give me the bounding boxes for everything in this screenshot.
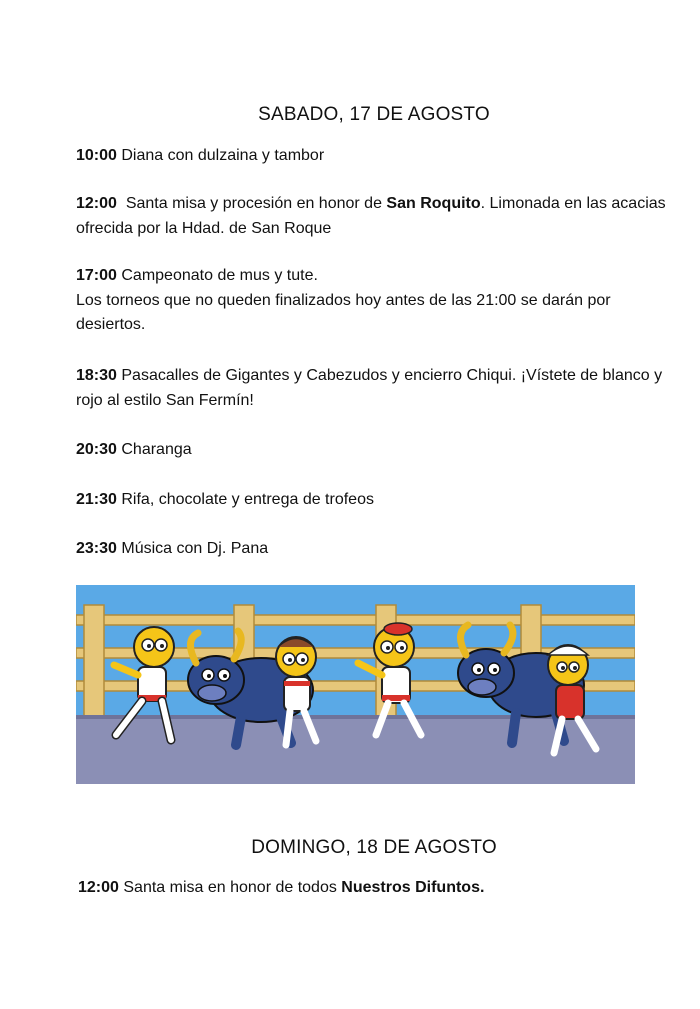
event-note: Los torneos que no queden finalizados hoy antes de las 21:00 se darán por desiertos. [76,291,611,333]
event-bold-text: San Roquito [386,195,481,212]
event-text: . Limonada en las acacias ofrecida por la Hdad. de San Roque [76,195,666,237]
event-item [78,876,674,901]
event-time: 17:00 [76,267,117,284]
event-time: 10:00 [76,147,117,164]
event-text: Pasacalles de Gigantes y Cabezudos y encierro Chiqui. ¡Vístete de blanco y rojo al estilo San Fermín! [76,367,663,409]
saturday-heading: SABADO, 17 DE AGOSTO [258,104,490,125]
sunday-heading: DOMINGO, 18 DE AGOSTO [251,837,497,858]
event-time: 21:30 [76,491,117,508]
event-text: Santa misa en honor de todos [123,879,342,896]
bull-run-illustration [76,585,635,784]
event-text: Rifa, chocolate y entrega de trofeos [121,491,374,508]
event-item [76,537,672,562]
event-time: 23:30 [76,540,117,557]
event-text: Charanga [121,441,192,458]
event-bold-text: Nuestros Difuntos. [341,879,485,896]
event-item [76,192,672,241]
event-time: 20:30 [76,441,117,458]
event-time: 18:30 [76,367,117,384]
event-item [76,438,672,463]
event-text: Música con Dj. Pana [121,540,269,557]
event-item [76,144,672,169]
event-text: Santa misa y procesión en honor de [125,195,387,212]
event-item [76,488,672,513]
event-item [76,264,672,338]
event-time: 12:00 [78,879,119,896]
event-text: Campeonato de mus y tute. [121,267,318,284]
event-text: Diana con dulzaina y tambor [121,147,325,164]
event-time: 12:00 [76,195,117,212]
event-item [76,364,672,413]
